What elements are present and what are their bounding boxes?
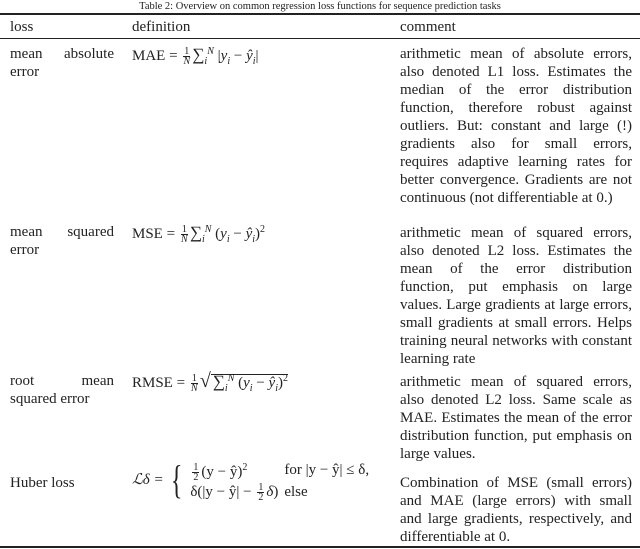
loss-word: mean [10, 224, 43, 240]
loss-name-rmse [10, 372, 114, 408]
fraction: $\frac{1}{N}$ [183, 46, 191, 68]
comment-mae: arithmetic mean of absolute errors, also denoted L1 loss. Estimates the median of the error distribution function, therefore robust against outliers. But: constant and large (!) gradients also for small errors, requires adaptive learning rates for better convergence. Gradients are not continuous (not differentiable at 0.) [400, 46, 632, 206]
formula-lhs: MSE = [132, 226, 176, 242]
loss-name-mse [10, 223, 114, 259]
case-condition: for |y − ŷ| ≤ δ, [284, 462, 370, 479]
loss-word: error [10, 242, 40, 258]
cases: $\frac{1}{2}$ (y − ŷ)$^2$ for |y − ŷ| ≤ δ, δ(|y − ŷ| − $\frac{1}{2}$ δ) else [190, 458, 375, 502]
header-comment: comment [400, 19, 456, 35]
comment-mse: arithmetic mean of squared errors, also denoted L2 loss. Estimates the mean of the error distribution function, put emphasis on large values. Large gradients at large errors, small gradients at small errors. Helps training neural networks with constant learning rate [400, 225, 632, 367]
case-expression: δ(|y − ŷ| − [190, 484, 256, 501]
formula-lhs: ℒδ = [132, 472, 164, 489]
loss-word: mean [81, 373, 114, 389]
formula-lhs: RMSE = [132, 375, 186, 391]
header-rule [0, 38, 640, 39]
loss-word: root [10, 373, 35, 389]
fraction: $\frac{1}{N}$ [190, 373, 198, 395]
case-condition: else [284, 484, 308, 501]
case-expression: (y − ŷ) [201, 464, 243, 480]
header-loss: loss [10, 19, 34, 35]
top-rule [0, 13, 640, 15]
loss-name-huber [10, 474, 114, 492]
definition-mse: MSE = $\frac{1}{N}$ $\sum_i^N$ ($y_i$ − $ŷ_i)^2$ [132, 223, 266, 246]
loss-word: squared error [10, 391, 90, 407]
loss-word: squared [67, 224, 114, 240]
bottom-rule [0, 546, 640, 548]
brace: { [171, 457, 183, 503]
formula-lhs: MAE = [132, 48, 178, 64]
definition-mae: MAE = $\frac{1}{N}$ $\sum_i^N$ $|y_i$ − $ŷ_i|$ [132, 45, 259, 68]
loss-word: mean [10, 46, 43, 62]
loss-word: Huber loss [10, 475, 75, 491]
loss-word: absolute [64, 46, 114, 62]
table-caption: Table 2: Overview on common regression loss functions for sequence prediction tasks [139, 1, 501, 12]
loss-word: error [10, 64, 40, 80]
definition-huber [132, 458, 375, 502]
header-definition: definition [132, 19, 191, 35]
comment-rmse: arithmetic mean of squared errors, also denoted L2 loss. Same scale as MAE. Estimates the mean of the error distribution function, put emphasis on large values. [400, 374, 632, 462]
fraction: $\frac{1}{N}$ [180, 224, 188, 246]
comment-huber: Combination of MSE (small errors) and MAE (large errors) with small and large gradients, respectively, and differentiable at 0. [400, 475, 632, 545]
definition-rmse: RMSE = $\frac{1}{N}$ √ $\sum_i^N$ ($y_i$ − $ŷ_i)^2$ [132, 370, 288, 395]
loss-name-mae [10, 45, 114, 81]
